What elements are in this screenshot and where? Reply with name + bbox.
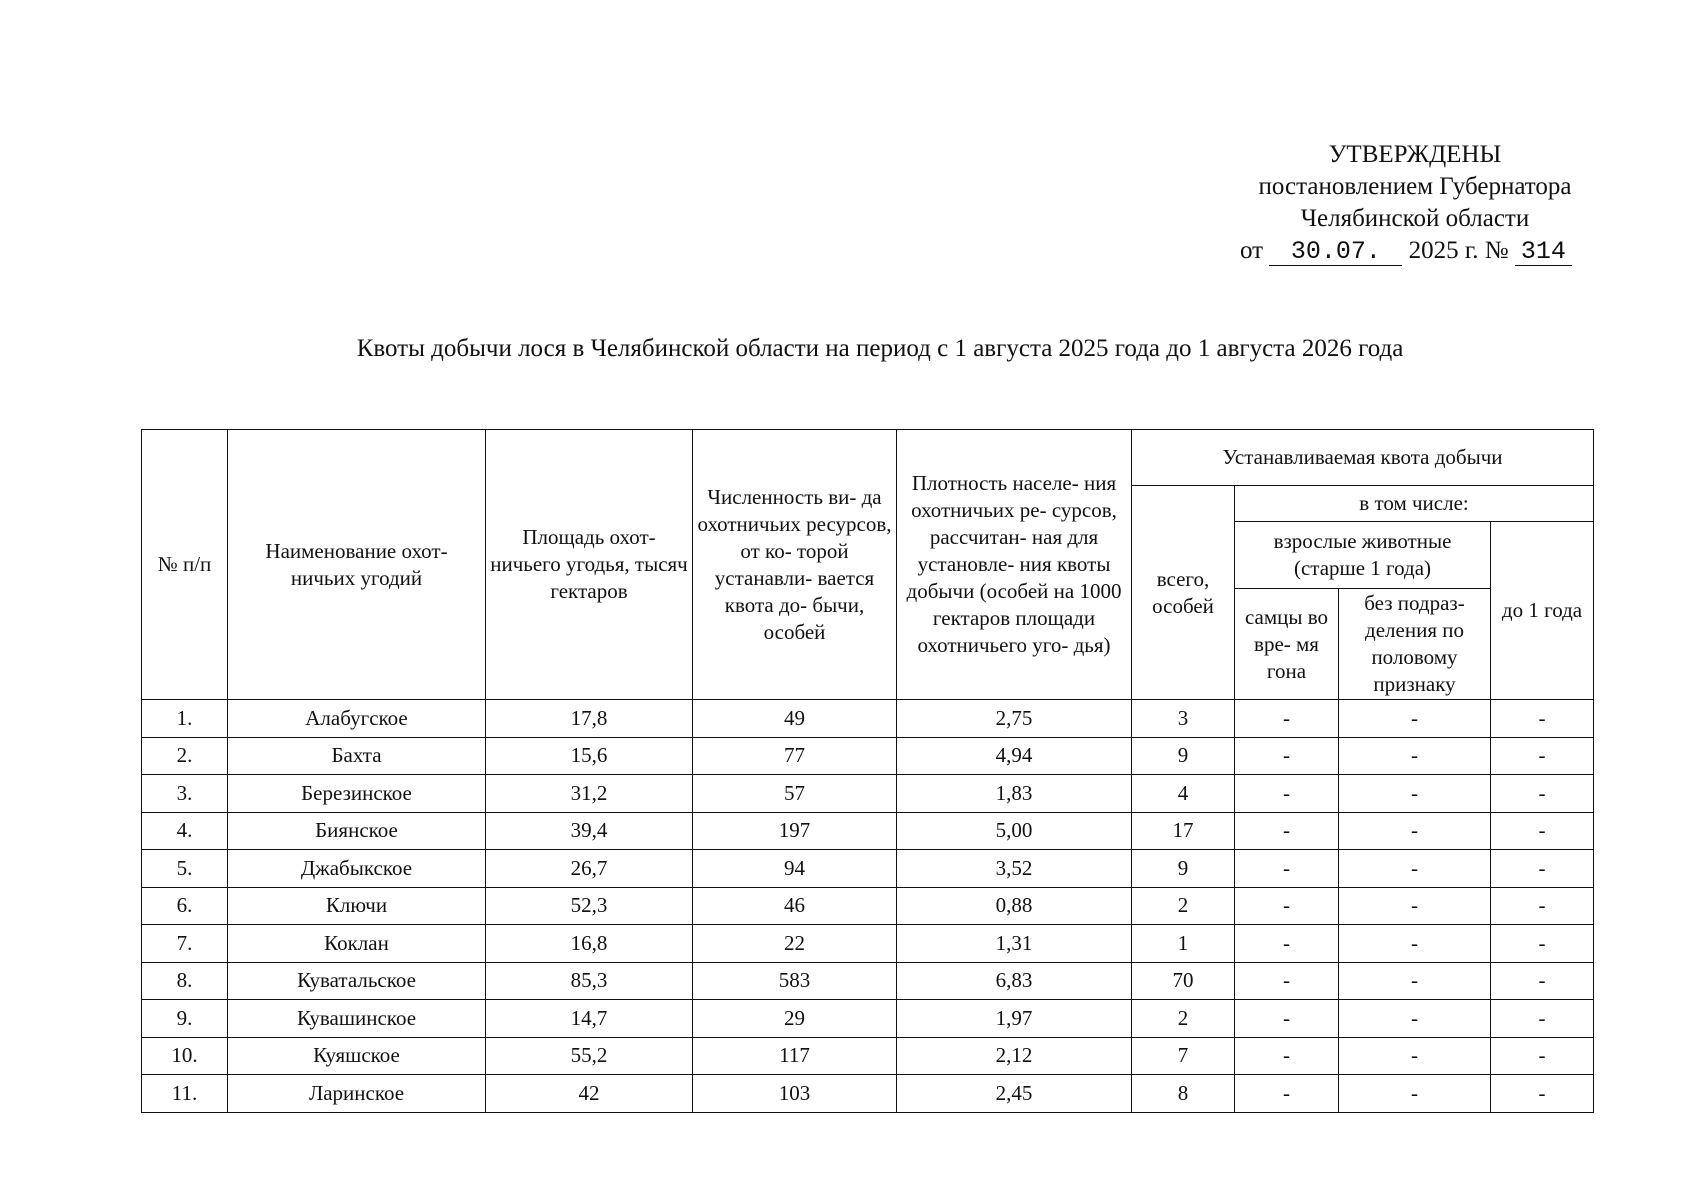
cell-males-rut: - bbox=[1235, 775, 1339, 813]
header-density: Плотность населе- ния охотничьих ре- сурсов, рассчитан- ная для установле- ния квоты добычи (особей на 1000 гектаров площади охотничьего уго- дья) bbox=[897, 430, 1132, 700]
cell-population: 57 bbox=[693, 775, 897, 813]
cell-under1: - bbox=[1491, 1000, 1594, 1038]
cell-males-rut: - bbox=[1235, 812, 1339, 850]
header-adults: взрослые животные (старше 1 года) bbox=[1235, 522, 1491, 589]
header-area: Площадь охот- ничьего угодья, тысяч гектаров bbox=[486, 430, 693, 700]
cell-total: 7 bbox=[1132, 1037, 1235, 1075]
cell-population: 94 bbox=[693, 850, 897, 888]
cell-density: 6,83 bbox=[897, 962, 1132, 1000]
cell-total: 2 bbox=[1132, 1000, 1235, 1038]
table-row bbox=[142, 1075, 1594, 1113]
cell-num: 11. bbox=[142, 1075, 228, 1113]
cell-males-rut: - bbox=[1235, 887, 1339, 925]
cell-num: 4. bbox=[142, 812, 228, 850]
approval-status: УТВЕРЖДЕНЫ bbox=[1328, 141, 1502, 168]
header-males-rut: самцы во вре- мя гона bbox=[1235, 589, 1339, 700]
quota-table bbox=[141, 429, 1594, 1113]
cell-area: 52,3 bbox=[486, 887, 693, 925]
cell-under1: - bbox=[1491, 1037, 1594, 1075]
cell-num: 10. bbox=[142, 1037, 228, 1075]
table-row bbox=[142, 700, 1594, 738]
cell-no-sex: - bbox=[1339, 700, 1491, 738]
cell-no-sex: - bbox=[1339, 1075, 1491, 1113]
cell-no-sex: - bbox=[1339, 1037, 1491, 1075]
cell-no-sex: - bbox=[1339, 925, 1491, 963]
cell-males-rut: - bbox=[1235, 1075, 1339, 1113]
approval-date-line bbox=[1220, 235, 1610, 267]
cell-population: 197 bbox=[693, 812, 897, 850]
header-under1: до 1 года bbox=[1491, 522, 1594, 700]
cell-total: 9 bbox=[1132, 737, 1235, 775]
table-row bbox=[142, 850, 1594, 888]
cell-population: 583 bbox=[693, 962, 897, 1000]
approval-stamp bbox=[1220, 139, 1610, 267]
cell-males-rut: - bbox=[1235, 850, 1339, 888]
cell-name: Кувашинское bbox=[228, 1000, 486, 1038]
table-row bbox=[142, 925, 1594, 963]
cell-total: 17 bbox=[1132, 812, 1235, 850]
cell-total: 70 bbox=[1132, 962, 1235, 1000]
cell-under1: - bbox=[1491, 737, 1594, 775]
cell-num: 2. bbox=[142, 737, 228, 775]
cell-density: 1,31 bbox=[897, 925, 1132, 963]
cell-total: 8 bbox=[1132, 1075, 1235, 1113]
cell-area: 55,2 bbox=[486, 1037, 693, 1075]
document-title: Квоты добычи лося в Челябинской области на период с 1 августа 2025 года до 1 августа 2026 года bbox=[356, 335, 1404, 362]
table-row bbox=[142, 887, 1594, 925]
cell-under1: - bbox=[1491, 700, 1594, 738]
cell-density: 3,52 bbox=[897, 850, 1132, 888]
header-quota: Устанавливаемая квота добычи bbox=[1132, 430, 1594, 486]
cell-total: 1 bbox=[1132, 925, 1235, 963]
table-row bbox=[142, 1037, 1594, 1075]
cell-under1: - bbox=[1491, 887, 1594, 925]
cell-area: 26,7 bbox=[486, 850, 693, 888]
cell-num: 1. bbox=[142, 700, 228, 738]
cell-area: 16,8 bbox=[486, 925, 693, 963]
cell-name: Бахта bbox=[228, 737, 486, 775]
cell-males-rut: - bbox=[1235, 925, 1339, 963]
cell-density: 5,00 bbox=[897, 812, 1132, 850]
cell-density: 2,75 bbox=[897, 700, 1132, 738]
cell-males-rut: - bbox=[1235, 700, 1339, 738]
header-name: Наименование охот- ничьих угодий bbox=[228, 430, 486, 700]
approval-region: Челябинской области bbox=[1300, 205, 1530, 232]
cell-area: 14,7 bbox=[486, 1000, 693, 1038]
cell-area: 42 bbox=[486, 1075, 693, 1113]
cell-name: Куяшское bbox=[228, 1037, 486, 1075]
cell-under1: - bbox=[1491, 925, 1594, 963]
cell-name: Куватальское bbox=[228, 962, 486, 1000]
header-total: всего, особей bbox=[1132, 486, 1235, 700]
cell-num: 9. bbox=[142, 1000, 228, 1038]
cell-density: 2,12 bbox=[897, 1037, 1132, 1075]
header-including: в том числе: bbox=[1235, 486, 1594, 522]
cell-under1: - bbox=[1491, 850, 1594, 888]
cell-population: 77 bbox=[693, 737, 897, 775]
cell-num: 8. bbox=[142, 962, 228, 1000]
cell-num: 3. bbox=[142, 775, 228, 813]
cell-males-rut: - bbox=[1235, 962, 1339, 1000]
approval-date-prefix: от bbox=[1240, 237, 1264, 264]
cell-density: 1,97 bbox=[897, 1000, 1132, 1038]
cell-area: 15,6 bbox=[486, 737, 693, 775]
cell-total: 4 bbox=[1132, 775, 1235, 813]
cell-males-rut: - bbox=[1235, 737, 1339, 775]
cell-population: 117 bbox=[693, 1037, 897, 1075]
approval-authority: постановлением Губернатора bbox=[1258, 173, 1572, 200]
cell-males-rut: - bbox=[1235, 1037, 1339, 1075]
cell-population: 22 bbox=[693, 925, 897, 963]
cell-no-sex: - bbox=[1339, 850, 1491, 888]
cell-area: 39,4 bbox=[486, 812, 693, 850]
cell-total: 3 bbox=[1132, 700, 1235, 738]
cell-under1: - bbox=[1491, 775, 1594, 813]
cell-total: 9 bbox=[1132, 850, 1235, 888]
cell-no-sex: - bbox=[1339, 887, 1491, 925]
cell-population: 49 bbox=[693, 700, 897, 738]
approval-date: 30.07. bbox=[1269, 239, 1402, 266]
cell-area: 31,2 bbox=[486, 775, 693, 813]
cell-name: Биянское bbox=[228, 812, 486, 850]
quota-table-body bbox=[142, 700, 1594, 1113]
cell-name: Ларинское bbox=[228, 1075, 486, 1113]
cell-no-sex: - bbox=[1339, 1000, 1491, 1038]
cell-under1: - bbox=[1491, 962, 1594, 1000]
cell-males-rut: - bbox=[1235, 1000, 1339, 1038]
table-row bbox=[142, 737, 1594, 775]
cell-name: Алабугское bbox=[228, 700, 486, 738]
cell-under1: - bbox=[1491, 1075, 1594, 1113]
cell-population: 103 bbox=[693, 1075, 897, 1113]
cell-density: 0,88 bbox=[897, 887, 1132, 925]
header-no-sex: без подраз- деления по половому признаку bbox=[1339, 589, 1491, 700]
cell-total: 2 bbox=[1132, 887, 1235, 925]
table-row bbox=[142, 775, 1594, 813]
cell-num: 6. bbox=[142, 887, 228, 925]
cell-name: Джабыкское bbox=[228, 850, 486, 888]
cell-density: 1,83 bbox=[897, 775, 1132, 813]
cell-area: 17,8 bbox=[486, 700, 693, 738]
cell-density: 2,45 bbox=[897, 1075, 1132, 1113]
header-population: Численность ви- да охотничьих ресурсов, от ко- торой устанавли- вается квота до- бычи, особей bbox=[693, 430, 897, 700]
table-row bbox=[142, 1000, 1594, 1038]
approval-year: 2025 г. № bbox=[1408, 237, 1509, 264]
table-row bbox=[142, 962, 1594, 1000]
cell-name: Березинское bbox=[228, 775, 486, 813]
cell-no-sex: - bbox=[1339, 737, 1491, 775]
cell-no-sex: - bbox=[1339, 962, 1491, 1000]
cell-no-sex: - bbox=[1339, 812, 1491, 850]
cell-num: 5. bbox=[142, 850, 228, 888]
cell-population: 29 bbox=[693, 1000, 897, 1038]
cell-under1: - bbox=[1491, 812, 1594, 850]
cell-name: Коклан bbox=[228, 925, 486, 963]
cell-no-sex: - bbox=[1339, 775, 1491, 813]
cell-name: Ключи bbox=[228, 887, 486, 925]
cell-density: 4,94 bbox=[897, 737, 1132, 775]
cell-num: 7. bbox=[142, 925, 228, 963]
header-num: № п/п bbox=[142, 430, 228, 700]
table-row bbox=[142, 812, 1594, 850]
approval-number: 314 bbox=[1515, 239, 1572, 266]
cell-area: 85,3 bbox=[486, 962, 693, 1000]
cell-population: 46 bbox=[693, 887, 897, 925]
